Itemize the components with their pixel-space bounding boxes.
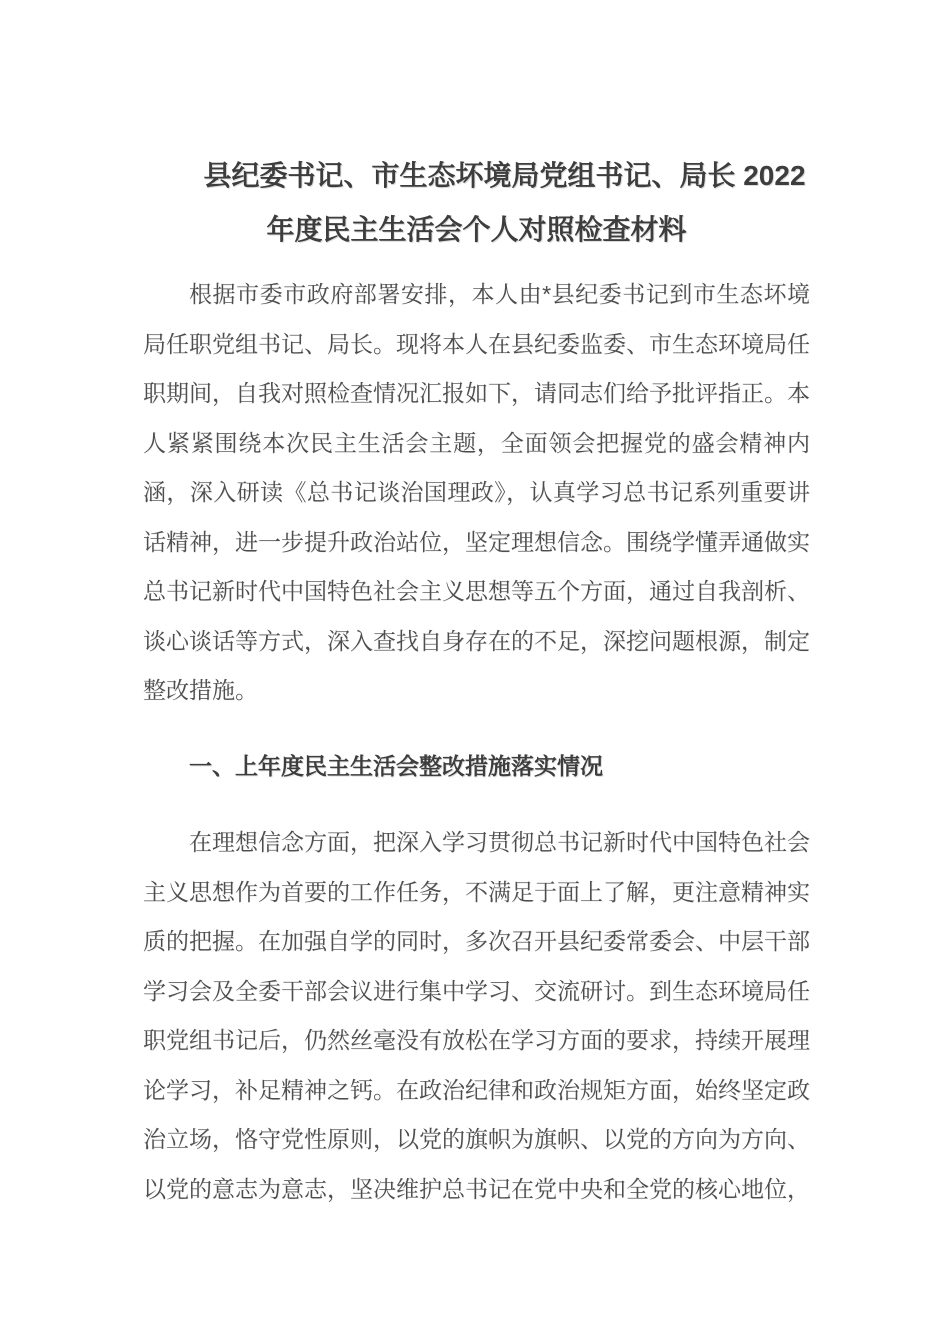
document-title: 县纪委书记、市生态坏境局党组书记、局长 2022 年度民主生活会个人对照检查材料 (203, 160, 806, 245)
section1-paragraph: 在理想信念方面，把深入学习贯彻总书记新时代中国特色社会主义思想作为首要的工作任务，不满足于面上了解，更注意精神实质的把握。在加强自学的同时，多次召开县纪委常委会、中层干部学习会及全委干部会议进行集中学习、交流研讨。到生态环境局任职党组书记后，仍然丝毫没有放松在学习方面的要求，持续开展理论学习，补足精神之钙。在政治纪律和政治规矩方面，始终坚定政治立场，恪守党性原则，以党的旗帜为旗帜、以党的方向为方向、以党的意志为意志，坚决维护总书记在党中央和全党的核心地位， (143, 829, 810, 1202)
section1-heading: 一、上年度民主生活会整改措施落实情况 (189, 752, 603, 779)
intro-paragraph: 根据市委市政府部署安排，本人由*县纪委书记到市生态坏境局任职党组书记、局长。现将本人在县纪委监委、市生态环境局任职期间，自我对照检查情况汇报如下，请同志们给予批评指正。本人紧紧围绕本次民主生活会主题，全面领会把握党的盛会精神内涵，深入研读《总书记谈治国理政》，认真学习总书记系列重要讲话精神，进一步提升政治站位，坚定理想信念。围绕学懂弄通做实总书记新时代中国特色社会主义思想等五个方面，通过自我剖析、谈心谈话等方式，深入查找自身存在的不足，深挖问题根源，制定整改措施。 (143, 281, 810, 703)
